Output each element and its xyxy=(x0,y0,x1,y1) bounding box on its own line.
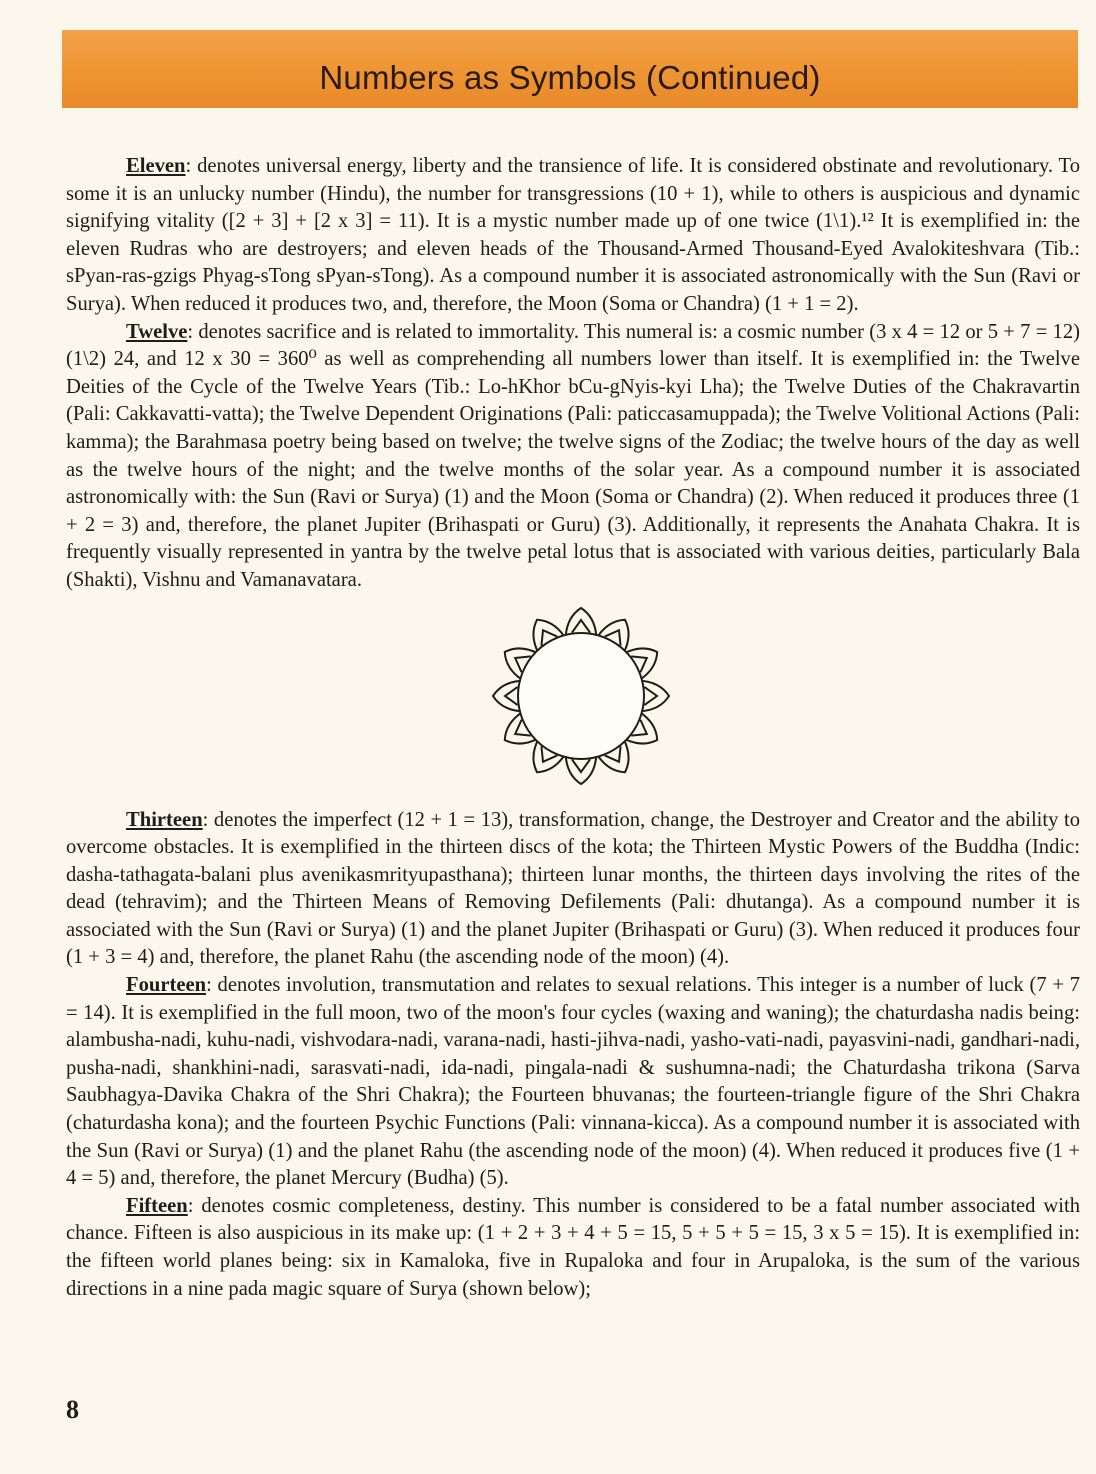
lotus-figure-container xyxy=(66,605,1080,787)
lotus-petal-inner xyxy=(572,620,590,633)
keyword-twelve: Twelve xyxy=(126,320,188,343)
keyword-thirteen: Thirteen xyxy=(126,808,203,831)
paragraph-fourteen-text: : denotes involution, transmutation and relates to sexual relations. This integer is a number of luck (7 + 7 = 14). It is exemplified in the full moon, two of the moon's four cycles (waxing and waning); the chaturdasha nadis being: alambusha-nadi, kuhu-nadi, vishvodara-nadi, varana-nadi, hasti-jihva-nadi, yasho-vati-nadi, payasvini-nadi, gandhari-nadi, pusha-nadi, shankhini-nadi, sarasvati-nadi, ida-nadi, pingala-nadi & sushumna-nadi; the Chaturdasha trikona (Sarva Saubhagya-Davika Chakra of the Shri Chakra); the Fourteen bhuvanas; the fourteen-triangle figure of the Shri Chakra (chaturdasha kona); and the fourteen Psychic Functions (Pali: vinnana-kicca). As a compound number it is associated with the Sun (Ravi or Surya) (1) and the planet Rahu (the ascending node of the moon) (4). When reduced it produces five (1 + 4 = 5) and, therefore, the planet Mercury (Budha) (5). xyxy=(66,974,1080,1190)
keyword-eleven: Eleven xyxy=(126,155,186,177)
header-banner xyxy=(62,30,1078,108)
paragraph-eleven xyxy=(66,153,1080,319)
lotus-petal-inner xyxy=(644,686,657,704)
paragraph-twelve xyxy=(66,319,1080,595)
lotus-petal-inner xyxy=(505,686,518,704)
paragraph-twelve-text: : denotes sacrifice and is related to immortality. This numeral is: a cosmic number (3 x 4 = 12 or 5 + 7 = 12) (1\2) 24, and 12 x 30 = 360⁰ as well as comprehending all numbers lower than itself. It is exemplified in: the Twelve Deities of the Cycle of the Twelve Years (Tib.: Lo-hKhor bCu-gNyis-kyi Lha); the Twelve Duties of the Chakravartin (Pali: Cakkavatti-vatta); the Twelve Dependent Originations (Pali: paticcasamuppada); the Twelve Volitional Actions (Pali: kamma); the Barahmasa poetry being based on twelve; the twelve signs of the Zodiac; the twelve hours of the day as well as the twelve hours of the night; and the twelve months of the solar year. As a compound number it is associated astronomically with: the Sun (Ravi or Surya) (1) and the Moon (Soma or Chandra) (2). When reduced it produces three (1 + 2 = 3) and, therefore, the planet Jupiter (Brihaspati or Guru) (3). Additionally, it represents the Anahata Chakra. It is frequently visually represented in yantra by the twelve petal lotus that is associated with various deities, particularly Bala (Shakti), Vishnu and Vamanavatara. xyxy=(66,320,1080,591)
paragraph-fifteen xyxy=(66,1193,1080,1303)
lotus-petal-inner xyxy=(572,759,590,772)
paragraph-fourteen xyxy=(66,972,1080,1193)
keyword-fourteen: Fourteen xyxy=(126,974,207,997)
keyword-fifteen: Fifteen xyxy=(126,1194,188,1217)
body-text xyxy=(66,153,1080,1303)
page-number: 8 xyxy=(66,1395,79,1424)
twelve-petal-lotus-icon xyxy=(490,605,672,787)
paragraph-eleven-text: : denotes universal energy, liberty and the transience of life. It is considered obstinate and revolutionary. To some it is an unlucky number (Hindu), the number for transgressions (10 + 1), while to others is auspicious and dynamic signifying vitality ([2 + 3] + [2 x 3] = 11). It is a mystic number made up of one twice (1\1).¹² It is exemplified in: the eleven Rudras who are destroyers; and eleven heads of the Thousand-Armed Thousand-Eyed Avalokiteshvara (Tib.: sPyan-ras-gzigs Phyag-sTong sPyan-sTong). As a compound number it is associated astronomically with the Sun (Ravi or Surya). When reduced it produces two, and, therefore, the Moon (Soma or Chandra) (1 + 1 = 2). xyxy=(66,155,1080,315)
paragraph-thirteen xyxy=(66,807,1080,973)
paragraph-fifteen-text: : denotes cosmic completeness, destiny. This number is considered to be a fatal number associated with chance. Fifteen is also auspicious in its make up: (1 + 2 + 3 + 4 + 5 = 15, 5 + 5 + 5 = 15, 3 x 5 = 15). It is exemplified in: the fifteen world planes being: six in Kamaloka, five in Rupaloka and four in Arupaloka, is the sum of the various directions in a nine pada magic square of Surya (shown below); xyxy=(66,1194,1080,1300)
paragraph-thirteen-text: : denotes the imperfect (12 + 1 = 13), transformation, change, the Destroyer and Creator and the ability to overcome obstacles. It is exemplified in the thirteen discs of the kota; the Thirteen Mystic Powers of the Buddha (Indic: dasha-tathagata-balani plus avenikasmrityupasthana); thirteen lunar months, the thirteen days involving the rites of the dead (tehravim); and the Thirteen Means of Removing Defilements (Pali: dhutanga). As a compound number it is associated with the Sun (Ravi or Surya) (1) and the planet Jupiter (Brihaspati or Guru) (3). When reduced it produces four (1 + 3 = 4) and, therefore, the planet Rahu (the ascending node of the moon) (4). xyxy=(66,808,1080,969)
page-title: Numbers as Symbols (Continued) xyxy=(319,59,821,96)
